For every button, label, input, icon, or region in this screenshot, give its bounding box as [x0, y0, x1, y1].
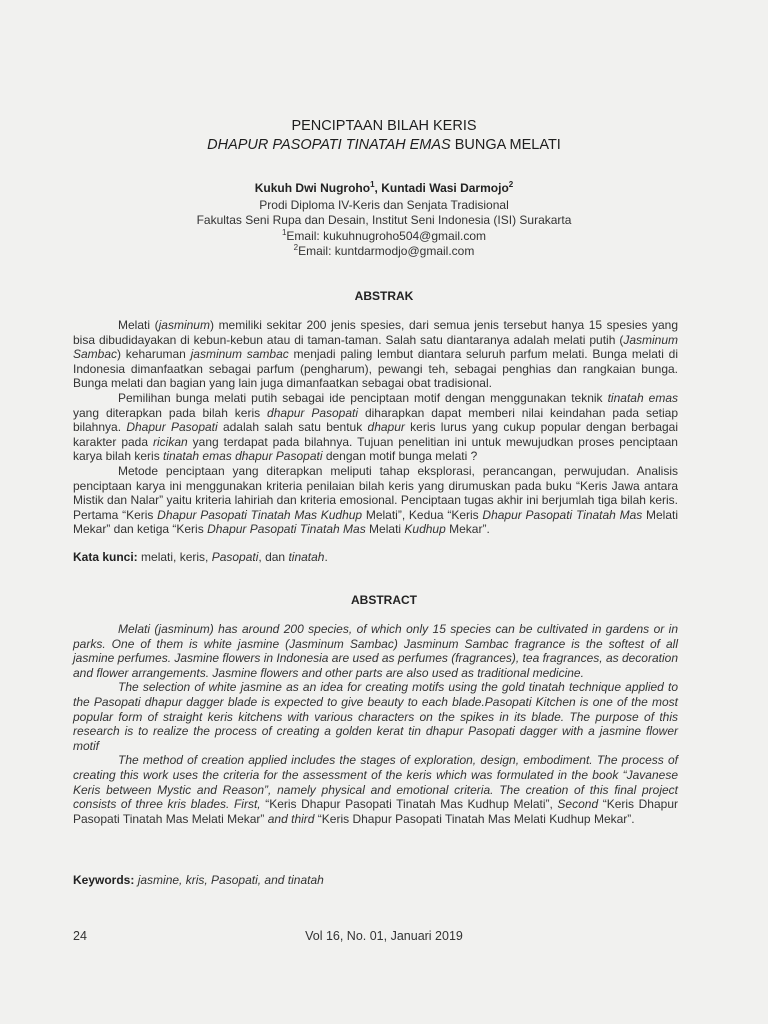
- footer-volume: Vol 16, No. 01, Januari 2019: [305, 929, 463, 943]
- paper-title-italic: DHAPUR PASOPATI TINATAH EMAS: [207, 137, 451, 153]
- abstrak-paragraph-2: [73, 391, 678, 464]
- text-run: The method of creation applied includes the stages of exploration, design, embodiment. The process of creating this work uses the criteria for the assessment of the keris which was formulated in the book “Javanese Keris between Mystic and Reason”, namely physical and emotional criteria. The creation of this final project consists of three kris blades. First,: [73, 753, 678, 812]
- text-run: yang terdapat pada bilahnya. Tujuan penelitian ini untuk mewujudkan proses penciptaan karya bilah keris: [73, 434, 678, 464]
- text-run: Jasminum Sambac: [73, 332, 678, 362]
- email-2: Email: kuntdarmodjo@gmail.com: [298, 244, 475, 258]
- text-run: Melati (: [118, 318, 159, 332]
- keywords-label: Keywords:: [73, 873, 135, 887]
- text-run: “Keris Dhapur Pasopati Tinatah Mas Melati Kudhup Mekar”.: [317, 811, 635, 826]
- text-run: melati, keris,: [137, 550, 212, 564]
- abstrak-heading: ABSTRAK: [354, 289, 414, 303]
- text-run: Melati”, Kedua “Keris: [362, 507, 483, 522]
- text-run: Pasopati: [211, 550, 259, 564]
- text-run: dhapur Pasopati: [267, 405, 359, 420]
- text-run: menjadi paling lembut diantara seluruh parfum melati. Bunga melati di Indonesia dimanfaatkan sebagai parfum (pengharum), pewangi teh, sebagai penghias dan rangkaian bunga. Bunga melati dan bagian yang lain juga dimanfaatkan sebagai obat tradisional.: [73, 347, 678, 391]
- text-run: Dhapur Pasopati Tinatah Mas: [207, 522, 366, 537]
- author-1-sup: 1: [370, 180, 375, 189]
- text-run: Dhapur Pasopati Tinatah Mas: [482, 507, 643, 522]
- kata-kunci-value: [138, 550, 328, 564]
- text-run: Second: [552, 797, 603, 812]
- text-run: ricikan: [152, 434, 188, 449]
- text-run: Melati (jasminum) has around 200 species, of which only 15 species can be cultivated in gardens or in parks. One of them is white jasmine (Jasminum Sambac) Jasminum Sambac fragrance is the softest of all jasmine perfumes. Jasmine flowers in Indonesia are used as perfumes (fragrances), tea fragrances, as decoration and flower arrangements. Jasmine flowers and other parts are also used as traditional medicine.: [73, 622, 678, 680]
- affiliation-line1: Prodi Diploma IV-Keris dan Senjata Tradisional: [259, 198, 509, 212]
- text-run: The selection of white jasmine as an idea for creating motifs using the gold tinatah technique applied to the Pasopati dhapur dagger blade is expected to give beauty to each blade.Pasopati Kitchen is one of the most popular form of straight keris kitchens with various characters on the spikes in its blade. The purpose of this research is to realize the process of creating a golden kerat tin dhapur Pasopati dagger with a jasmine flower motif: [73, 680, 678, 753]
- email-line2: [0, 243, 768, 258]
- author-2-sup: 2: [508, 180, 514, 189]
- email-line1: [0, 228, 768, 243]
- abstract-body: [73, 622, 678, 826]
- text-run: .: [324, 550, 328, 564]
- text-run: ) keharuman: [117, 347, 191, 362]
- text-run: tinatah emas dhapur Pasopati: [163, 449, 323, 464]
- text-run: Dhapur Pasopati Tinatah Mas Kudhup: [157, 507, 363, 522]
- paper-title-normal: BUNGA MELATI: [450, 137, 561, 153]
- text-run: Dhapur Pasopati: [126, 420, 218, 435]
- author-separator: ,: [374, 181, 382, 195]
- text-run: jasmine, kris, Pasopati, and tinatah: [134, 873, 324, 887]
- author-2: Kuntadi Wasi Darmojo: [381, 181, 509, 195]
- text-run: Kudhup: [404, 522, 446, 537]
- paper-title-line1: PENCIPTAAN BILAH KERIS: [291, 118, 477, 134]
- footer-page-number: 24: [73, 929, 87, 943]
- text-run: “Keris Dhapur Pasopati Tinatah Mas Kudhup Melati”,: [265, 797, 553, 812]
- author-1: Kukuh Dwi Nugroho: [254, 181, 371, 195]
- affiliation-line2: Fakultas Seni Rupa dan Desain, Institut Seni Indonesia (ISI) Surakarta: [196, 213, 572, 227]
- abstrak-paragraph-3: [73, 464, 678, 537]
- abstract-paragraph-2: [73, 680, 678, 753]
- email-2-sup: 2: [293, 243, 299, 252]
- text-run: jasminum: [158, 318, 210, 332]
- author-line: [0, 180, 768, 195]
- text-run: dhapur: [367, 420, 405, 435]
- text-run: Metode penciptaan yang diterapkan meliputi tahap eksplorasi, perancangan, perwujudan. Analisis penciptaan karya ini menggunakan kriteria penilaian bilah keris yang dirumuskan pada buku “Keris Jawa antara Mistik dan Nalar” yaitu kriteria lahiriah dan kriteria emosional. Penciptaan tugas akhir ini berjumlah tiga bilah keris. Pertama “Keris: [73, 463, 678, 522]
- paper-title-line2: [0, 137, 768, 153]
- kata-kunci-label: Kata kunci:: [73, 550, 138, 564]
- text-run: Melati: [365, 522, 405, 537]
- text-run: dengan motif bunga melati ?: [322, 449, 478, 464]
- kata-kunci-line: [73, 550, 678, 564]
- text-run: tinatah emas: [607, 390, 678, 405]
- email-1: Email: kukuhnugroho504@gmail.com: [286, 229, 487, 243]
- text-run: “Keris Dhapur Pasopati Tinatah Mas Melati Mekar”: [73, 797, 678, 826]
- keywords-line: [73, 873, 678, 887]
- abstract-heading: ABSTRACT: [351, 593, 417, 607]
- abstract-paragraph-3: [73, 753, 678, 826]
- text-run: ) memiliki sekitar 200 jenis spesies, dari semua jenis tersebut hanya 15 spesies yang bisa dibudidayakan di kebun-kebun atau di taman-taman. Salah satu diantaranya adalah melati putih (: [73, 318, 678, 347]
- text-run: tinatah: [288, 550, 325, 564]
- text-run: , dan: [258, 550, 289, 564]
- text-run: Mekar”.: [445, 522, 490, 537]
- text-run: adalah salah satu bentuk: [217, 420, 368, 435]
- email-1-sup: 1: [281, 228, 287, 237]
- text-run: diharapkan dapat memberi nilai keindahan pada setiap bilahnya.: [73, 405, 678, 435]
- text-run: Pemilihan bunga melati putih sebagai ide penciptaan motif dengan menggunakan teknik: [118, 390, 608, 405]
- text-run: yang diterapkan pada bilah keris: [73, 405, 268, 420]
- abstrak-body: [73, 318, 678, 537]
- keywords-value: [134, 873, 323, 887]
- text-run: and third: [264, 811, 318, 826]
- abstract-paragraph-1: [73, 622, 678, 680]
- abstrak-paragraph-1: [73, 318, 678, 391]
- text-run: keris lurus yang cukup popular dengan berbagai karakter pada: [73, 420, 679, 449]
- text-run: jasminum sambac: [190, 347, 289, 362]
- text-run: Melati Mekar” dan ketiga “Keris: [73, 507, 679, 537]
